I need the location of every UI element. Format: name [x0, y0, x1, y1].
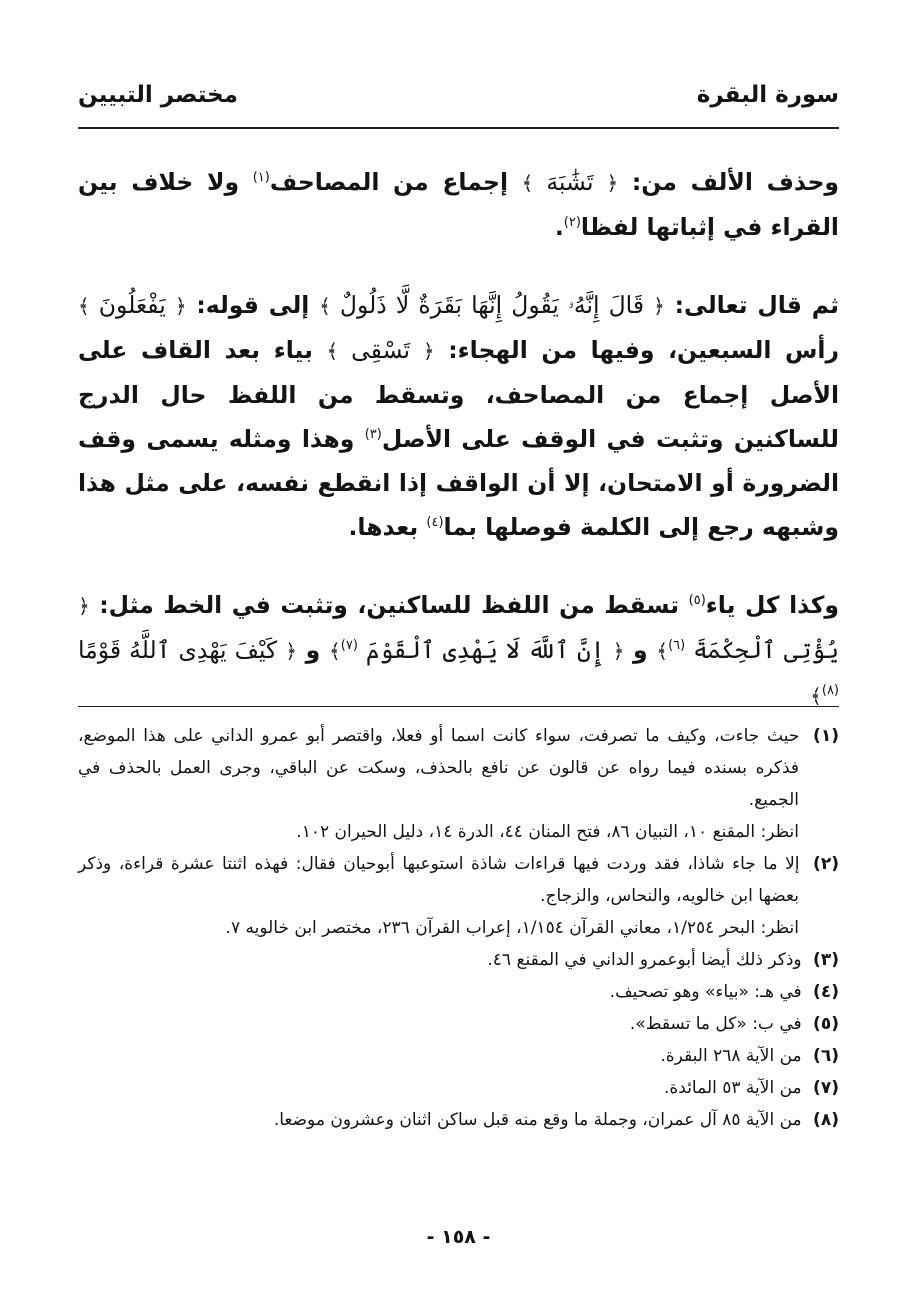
- footnote-text: وذكر ذلك أيضا أبوعمرو الداني في المقنع ٤٦.: [487, 950, 802, 970]
- quran-word: تَسْقِى: [338, 336, 423, 364]
- footnote-text: من الآية ٥٣ المائدة.: [663, 1078, 802, 1098]
- footnote-1-reference: انظر: المقنع ١٠، التبيان ٨٦، فتح المنان ٤٤، الدرة ١٤، دليل الحيران ١٠٢.: [296, 822, 799, 842]
- quran-verse: إِنَّ ٱللَّهَ لَا يَهْدِى ٱلْقَوْمَ: [357, 636, 613, 664]
- text-run: وكذا كل ياء: [705, 591, 839, 619]
- footnote-2-reference: انظر: البحر ١/٢٥٤، معاني القرآن ١/١٥٤، إعراب القرآن ٢٣٦، مختصر ابن خالويه ٧.: [225, 918, 799, 938]
- footnote-ref: (٦): [668, 638, 686, 654]
- text-run: بعدها.: [348, 513, 427, 541]
- footnote-2: [78, 848, 839, 912]
- footnote-3: [78, 944, 839, 976]
- text-run: إجماع من المصاحف: [269, 168, 522, 196]
- quran-bracket-open: ﴿: [422, 339, 435, 363]
- quran-bracket-open: ﴿: [285, 639, 297, 663]
- text-run: إلى قوله:: [186, 291, 320, 319]
- footnote-8: [78, 1104, 839, 1136]
- footnote-text: من الآية ٨٥ آل عمران، وجملة ما وقع منه قبل ساكن اثنان وعشرون موضعا.: [273, 1110, 802, 1130]
- text-run: و: [624, 636, 657, 664]
- header-divider: [78, 127, 839, 129]
- quran-word: يَفْعَلُونَ: [89, 291, 175, 319]
- quran-verse: قَالَ إِنَّهُۥ يَقُولُ إِنَّهَا بَقَرَةٌ لَّا ذَلُولٌ: [330, 291, 654, 319]
- footnote-number: (٨): [813, 1110, 839, 1130]
- footnote-text: إلا ما جاء شاذا، فقد وردت فيها قراءات شاذة استوعبها أبوحيان فقال: فهذه اثنتا عشرة قراءة، وذكر بعضها ابن خالويه، والنحاس، والزجاج.: [78, 854, 800, 906]
- quran-word: تَشَٰبَهَ: [533, 168, 607, 196]
- quran-bracket-close: ﴾: [78, 294, 90, 318]
- quran-bracket-close: ﴾: [521, 171, 534, 195]
- footnote-ref: (٧): [340, 638, 358, 654]
- footnote-4: [78, 976, 839, 1008]
- surah-title: سورة البقرة: [696, 82, 839, 108]
- footnote-text: من الآية ٢٦٨ البقرة.: [660, 1046, 802, 1066]
- text-run: و: [296, 636, 330, 664]
- text-run: وهذا ومثله يسمى وقف الضرورة أو الامتحان، إلا أن الواقف إذا انقطع نفسه، على مثل هذا وشبهه رجع إلى الكلمة فوصلها بما: [78, 425, 839, 541]
- paragraph-2: [78, 283, 839, 549]
- footnote-ref: (٣): [364, 427, 382, 443]
- text-run: .: [554, 213, 564, 241]
- footnote-ref: (٥): [688, 593, 706, 609]
- paragraph-1: [78, 160, 839, 249]
- text-run: رأس السبعين، وفيها من الهجاء:: [434, 336, 839, 364]
- quran-verse: يُؤْتِى ٱلْحِكْمَةَ: [685, 636, 839, 664]
- text-run: وحذف الألف من:: [618, 168, 839, 196]
- footnote-text: حيث جاءت، وكيف ما تصرفت، سواء كانت اسما أو فعلا، واقتصر أبو عمرو الداني على هذا الموضع، فذكره بسنده فيما رواه عن قالون عن نافع بالحذف، وسكت عن الباقي، وجرى العمل بالحذف في الجميع.: [78, 726, 800, 810]
- main-text: [78, 160, 839, 718]
- footnote-text: في ب: «كل ما تسقط».: [629, 1014, 802, 1034]
- footnotes: [78, 720, 839, 1136]
- quran-bracket-open: ﴿: [78, 594, 90, 618]
- quran-bracket-open: ﴿: [612, 639, 625, 663]
- text-run: بياء بعد القاف على الأصل إجماع من المصاحف، وتسقط من اللفظ حال الدرج للساكنين وتثبت في الوقف على الأصل: [78, 336, 839, 453]
- page-number: - ١٥٨ -: [426, 1226, 491, 1248]
- paragraph-3: [78, 583, 839, 718]
- footnote-ref: (٤): [426, 515, 444, 531]
- footnote-text: في هـ: «بياء» وهو تصحيف.: [609, 982, 802, 1002]
- footnote-number: (١): [813, 726, 839, 746]
- quran-bracket-close: ﴾: [656, 639, 669, 663]
- text-run: تسقط من اللفظ للساكنين، وتثبت في الخط مثل:: [89, 591, 689, 619]
- footnote-number: (٧): [813, 1078, 839, 1098]
- quran-bracket-open: ﴿: [174, 294, 187, 318]
- footnote-number: (٤): [813, 982, 839, 1002]
- footnote-number: (٢): [813, 854, 839, 874]
- text-run: ولا خلاف بين القراء في إثباتها لفظا: [78, 168, 839, 241]
- quran-bracket-close: ﴾: [329, 639, 341, 663]
- quran-bracket-close: ﴾: [319, 294, 331, 318]
- footnote-7: [78, 1072, 839, 1104]
- quran-bracket-open: ﴿: [606, 171, 619, 195]
- footnote-ref: (٨): [821, 683, 839, 699]
- running-header: [78, 82, 839, 122]
- quran-bracket-close: ﴾: [810, 684, 822, 708]
- quran-verse: كَيْفَ يَهْدِى ٱللَّهُ قَوْمًا: [78, 636, 286, 664]
- footnote-number: (٥): [813, 1014, 839, 1034]
- quran-bracket-close: ﴾: [326, 339, 339, 363]
- footnote-1: [78, 720, 839, 816]
- footnote-divider: [78, 706, 839, 707]
- footnote-number: (٦): [813, 1046, 839, 1066]
- footnote-ref: (١): [252, 170, 270, 186]
- text-run: ثم قال تعالى:: [664, 291, 839, 319]
- book-title: مختصر التبيين: [78, 82, 238, 108]
- footnote-number: (٣): [813, 950, 839, 970]
- footnote-ref: (٢): [563, 215, 581, 231]
- footnote-5: [78, 1008, 839, 1040]
- quran-bracket-open: ﴿: [653, 294, 665, 318]
- footnote-6: [78, 1040, 839, 1072]
